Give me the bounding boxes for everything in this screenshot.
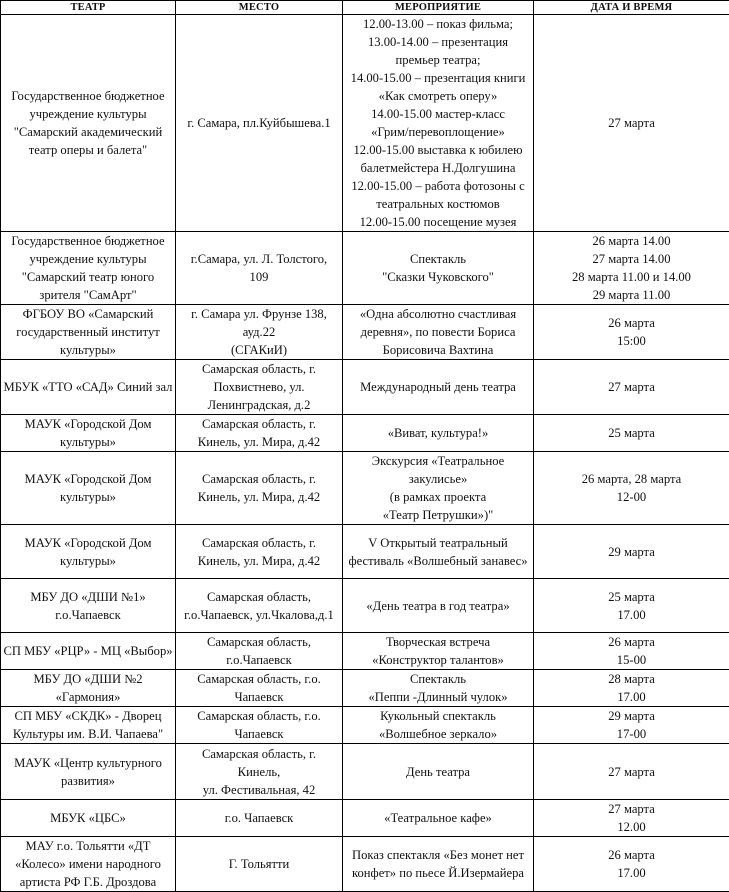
cell-date-time — [534, 744, 729, 800]
cell-event-line: «Конструктор талантов» — [345, 651, 531, 669]
cell-theatre-line: МАУК «Городской Дом — [3, 415, 173, 433]
cell-event-line: 12.00-13.00 – показ фильма; — [345, 15, 531, 33]
cell-event-line: (в рамках проекта — [345, 488, 531, 506]
cell-date-time-line: 12.00 — [536, 818, 727, 836]
cell-event-line: V Открытый театральный — [345, 534, 531, 552]
cell-event-line: Борисовича Вахтина — [345, 341, 531, 359]
cell-theatre — [1, 305, 176, 360]
cell-place — [176, 305, 343, 360]
cell-date-time-line: 28 марта 11.00 и 14.00 — [536, 268, 727, 286]
cell-place — [176, 360, 343, 415]
cell-theatre-line: «Колесо» имени народного — [3, 855, 173, 873]
cell-theatre-line: Государственное бюджетное — [3, 232, 173, 250]
cell-theatre — [1, 232, 176, 305]
cell-event-line: Творческая встреча — [345, 633, 531, 651]
cell-place — [176, 452, 343, 525]
cell-event-line: Кукольный спектакль — [345, 707, 531, 725]
cell-theatre-line: зрителя "СамАрт" — [3, 286, 173, 304]
cell-event-line: 12.00-15.00 выставка к юбилею — [345, 141, 531, 159]
cell-theatre-line: развития» — [3, 772, 173, 790]
cell-place — [176, 670, 343, 707]
cell-place-line: г. Самара, пл.Куйбышева.1 — [178, 114, 340, 132]
cell-date-time-line: 26 марта — [536, 633, 727, 651]
cell-event — [343, 579, 534, 633]
cell-place-line: Чапаевск — [178, 688, 340, 706]
cell-event — [343, 670, 534, 707]
cell-event-line: Экскурсия «Театральное — [345, 452, 531, 470]
table-row — [1, 452, 729, 525]
cell-date-time-line: 17.00 — [536, 688, 727, 706]
cell-date-time — [534, 837, 729, 892]
cell-place-line: г.Самара, ул. Л. Толстого, — [178, 250, 340, 268]
cell-theatre — [1, 360, 176, 415]
cell-date-time-line: 29 марта 11.00 — [536, 286, 727, 304]
cell-theatre-line: ФГБОУ ВО «Самарский — [3, 305, 173, 323]
cell-date-time — [534, 670, 729, 707]
cell-event — [343, 707, 534, 744]
cell-event-line: «Как смотреть оперу» — [345, 87, 531, 105]
cell-theatre — [1, 837, 176, 892]
cell-event — [343, 837, 534, 892]
cell-date-time-line: 27 марта — [536, 114, 727, 132]
cell-theatre — [1, 579, 176, 633]
cell-theatre-line: СП МБУ «РЦР» - МЦ «Выбор» — [3, 642, 173, 660]
cell-date-time-line: 28 марта — [536, 670, 727, 688]
table-row — [1, 837, 729, 892]
cell-place-line: г.о. Чапаевск — [178, 809, 340, 827]
cell-theatre-line: "Самарский академический — [3, 123, 173, 141]
table-row — [1, 360, 729, 415]
cell-theatre-line: Культуры им. В.И. Чапаева" — [3, 725, 173, 743]
cell-place-line: г.о.Чапаевск — [178, 651, 340, 669]
cell-place — [176, 837, 343, 892]
cell-event — [343, 305, 534, 360]
cell-date-time-line: 26 марта — [536, 846, 727, 864]
cell-theatre — [1, 800, 176, 837]
cell-event — [343, 232, 534, 305]
cell-date-time — [534, 707, 729, 744]
cell-place-line: Кинель, ул. Мира, д.42 — [178, 488, 340, 506]
cell-theatre — [1, 452, 176, 525]
cell-place-line: Самарская область, г. — [178, 470, 340, 488]
cell-event — [343, 415, 534, 452]
cell-theatre — [1, 525, 176, 579]
cell-place-line: ул. Фестивальная, 42 — [178, 781, 340, 799]
cell-date-time-line: 26 марта — [536, 314, 727, 332]
cell-theatre-line: МБУ ДО «ДШИ №1» — [3, 588, 173, 606]
cell-event-line: «Волшебное зеркало» — [345, 725, 531, 743]
cell-place — [176, 633, 343, 670]
table-row — [1, 232, 729, 305]
cell-event-line: 13.00-14.00 – презентация — [345, 33, 531, 51]
cell-date-time — [534, 360, 729, 415]
cell-theatre — [1, 707, 176, 744]
cell-theatre-line: МАУК «Центр культурного — [3, 754, 173, 772]
cell-event-line: «Театр Петрушки»)" — [345, 506, 531, 524]
cell-event — [343, 15, 534, 232]
cell-event-line: деревня», по повести Бориса — [345, 323, 531, 341]
cell-event-line: премьер театра; — [345, 51, 531, 69]
cell-event-line: «Театральное кафе» — [345, 809, 531, 827]
table-row — [1, 633, 729, 670]
table-row — [1, 525, 729, 579]
table-row — [1, 305, 729, 360]
cell-date-time — [534, 800, 729, 837]
cell-place — [176, 707, 343, 744]
cell-date-time — [534, 452, 729, 525]
cell-theatre-line: учреждение культуры — [3, 250, 173, 268]
cell-date-time — [534, 579, 729, 633]
cell-event — [343, 744, 534, 800]
cell-date-time-line: 27 марта 14.00 — [536, 250, 727, 268]
cell-date-time-line: 15-00 — [536, 651, 727, 669]
cell-theatre-line: культуры» — [3, 433, 173, 451]
cell-place — [176, 744, 343, 800]
cell-event — [343, 452, 534, 525]
cell-theatre — [1, 744, 176, 800]
cell-event-line: конфет» по пьесе Й.Изермайера — [345, 864, 531, 882]
cell-theatre-line: МБУК «ЦБС» — [3, 809, 173, 827]
cell-place-line: Самарская область, г.о. — [178, 707, 340, 725]
table-body — [1, 15, 729, 892]
cell-place-line: г. Самара ул. Фрунзе 138, — [178, 305, 340, 323]
cell-event-line: Международный день театра — [345, 378, 531, 396]
cell-date-time-line: 25 марта — [536, 424, 727, 442]
cell-place-line: Чапаевск — [178, 725, 340, 743]
cell-event — [343, 525, 534, 579]
cell-place-line: Самарская область, г. — [178, 415, 340, 433]
cell-date-time-line: 26 марта 14.00 — [536, 232, 727, 250]
cell-date-time-line: 17.00 — [536, 606, 727, 624]
cell-theatre-line: "Самарский театр юного — [3, 268, 173, 286]
cell-date-time — [534, 232, 729, 305]
cell-event-line: 14.00-15.00 – презентация книги — [345, 69, 531, 87]
cell-event-line: театральных костюмов — [345, 195, 531, 213]
cell-event-line: 12.00-15.00 – работа фотозоны с — [345, 177, 531, 195]
cell-event-line: 14.00-15.00 мастер-класс — [345, 105, 531, 123]
cell-place-line: Самарская область, г.о. — [178, 670, 340, 688]
cell-event-line: фестиваль «Волшебный занавес» — [345, 552, 531, 570]
cell-event-line: "Сказки Чуковского" — [345, 268, 531, 286]
cell-event-line: День театра — [345, 763, 531, 781]
table-row — [1, 15, 729, 232]
cell-theatre-line: СП МБУ «СКДК» - Дворец — [3, 707, 173, 725]
cell-date-time-line: 25 марта — [536, 588, 727, 606]
cell-theatre-line: г.о.Чапаевск — [3, 606, 173, 624]
cell-theatre-line: МБУК «ТТО «САД» Синий зал — [3, 378, 173, 396]
cell-date-time-line: 12-00 — [536, 488, 727, 506]
cell-place-line: Самарская область, г. — [178, 534, 340, 552]
cell-theatre-line: МАУК «Городской Дом — [3, 534, 173, 552]
cell-date-time-line: 29 марта — [536, 543, 727, 561]
cell-theatre — [1, 15, 176, 232]
cell-date-time — [534, 415, 729, 452]
cell-theatre-line: театр оперы и балета" — [3, 141, 173, 159]
cell-place-line: г.о.Чапаевск, ул.Чкалова,д.1 — [178, 606, 340, 624]
cell-date-time-line: 27 марта — [536, 763, 727, 781]
cell-event-line: «Виват, культура!» — [345, 424, 531, 442]
cell-place-line: (СГАКиИ) — [178, 341, 340, 359]
cell-place — [176, 579, 343, 633]
cell-date-time-line: 17.00 — [536, 864, 727, 882]
cell-event-line: Спектакль — [345, 670, 531, 688]
cell-event-line: Спектакль — [345, 250, 531, 268]
cell-place-line: Похвистнево, ул. — [178, 378, 340, 396]
cell-theatre-line: культуры» — [3, 488, 173, 506]
cell-theatre-line: культуры» — [3, 552, 173, 570]
cell-event-line: балетмейстера Н.Долгушина — [345, 159, 531, 177]
cell-place — [176, 525, 343, 579]
cell-event-line: «Грим/перевоплощение» — [345, 123, 531, 141]
cell-place-line: 109 — [178, 268, 340, 286]
cell-date-time-line: 26 марта, 28 марта — [536, 470, 727, 488]
cell-date-time-line: 17-00 — [536, 725, 727, 743]
header-event: МЕРОПРИЯТИЕ — [343, 1, 534, 15]
table-row — [1, 800, 729, 837]
cell-event — [343, 360, 534, 415]
cell-theatre — [1, 670, 176, 707]
cell-theatre-line: «Гармония» — [3, 688, 173, 706]
table-row — [1, 579, 729, 633]
cell-place — [176, 415, 343, 452]
cell-event — [343, 800, 534, 837]
cell-place-line: Кинель, ул. Мира, д.42 — [178, 552, 340, 570]
cell-date-time — [534, 633, 729, 670]
header-place: МЕСТО — [176, 1, 343, 15]
cell-theatre-line: учреждение культуры — [3, 105, 173, 123]
cell-event-line: «День театра в год театра» — [345, 597, 531, 615]
cell-event-line: «Одна абсолютно счастливая — [345, 305, 531, 323]
cell-place-line: Самарская область, — [178, 633, 340, 651]
cell-place — [176, 800, 343, 837]
cell-date-time — [534, 525, 729, 579]
table-row — [1, 707, 729, 744]
cell-date-time — [534, 305, 729, 360]
table-row — [1, 670, 729, 707]
cell-date-time-line: 29 марта — [536, 707, 727, 725]
cell-place-line: Самарская область, г. — [178, 745, 340, 763]
cell-place-line: Г. Тольятти — [178, 855, 340, 873]
cell-date-time — [534, 15, 729, 232]
cell-theatre-line: МАУ г.о. Тольятти «ДТ — [3, 837, 173, 855]
table-row — [1, 415, 729, 452]
cell-date-time-line: 27 марта — [536, 800, 727, 818]
cell-theatre-line: МБУ ДО «ДШИ №2 — [3, 670, 173, 688]
cell-event-line: 12.00-15.00 посещение музея — [345, 213, 531, 231]
cell-place-line: Ленинградская, д.2 — [178, 396, 340, 414]
header-date-time: ДАТА И ВРЕМЯ — [534, 1, 729, 15]
cell-event-line: Показ спектакля «Без монет нет — [345, 846, 531, 864]
cell-place — [176, 232, 343, 305]
cell-theatre-line: Государственное бюджетное — [3, 87, 173, 105]
cell-event-line: закулисье» — [345, 470, 531, 488]
cell-event-line: «Пеппи -Длинный чулок» — [345, 688, 531, 706]
cell-place-line: Кинель, ул. Мира, д.42 — [178, 433, 340, 451]
cell-theatre-line: государственный институт — [3, 323, 173, 341]
cell-theatre-line: культуры» — [3, 341, 173, 359]
cell-theatre — [1, 415, 176, 452]
cell-theatre-line: артиста РФ Г.Б. Дроздова — [3, 873, 173, 891]
cell-date-time-line: 15:00 — [536, 332, 727, 350]
cell-place — [176, 15, 343, 232]
cell-theatre-line: МАУК «Городской Дом — [3, 470, 173, 488]
cell-place-line: Самарская область, — [178, 588, 340, 606]
table-row — [1, 744, 729, 800]
cell-place-line: ауд.22 — [178, 323, 340, 341]
header-row — [1, 1, 729, 15]
cell-place-line: Кинель, — [178, 763, 340, 781]
cell-event — [343, 633, 534, 670]
cell-theatre — [1, 633, 176, 670]
cell-date-time-line: 27 марта — [536, 378, 727, 396]
cell-place-line: Самарская область, г. — [178, 360, 340, 378]
header-theatre: ТЕАТР — [1, 1, 176, 15]
